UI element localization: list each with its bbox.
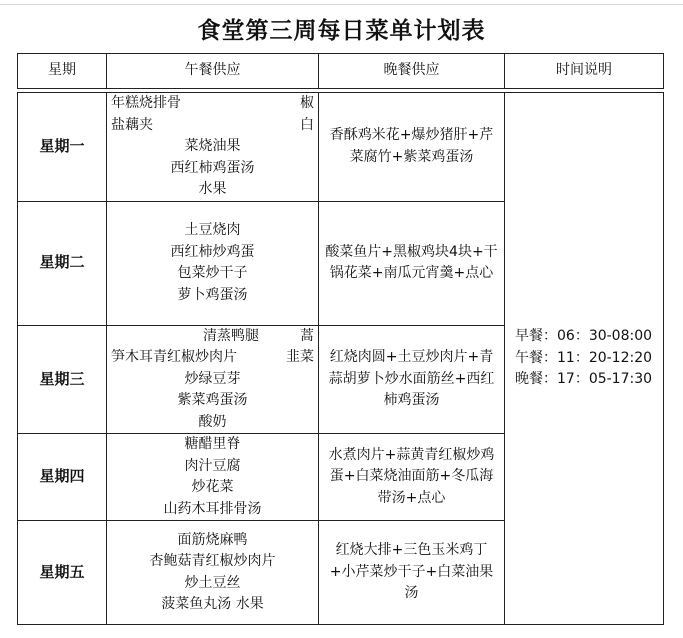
lunch-line — [111, 93, 314, 115]
dinner-cell — [319, 434, 505, 521]
dinner-cell — [319, 201, 505, 325]
lunch-item: 炒花菜 — [191, 479, 234, 495]
header-dinner: 晚餐供应 — [319, 54, 505, 89]
header-weekday: 星期 — [18, 54, 107, 89]
lunch-item: 包菜炒干子 — [177, 265, 248, 281]
lunch-item: 年糕烧排骨 — [111, 95, 181, 111]
dinner-text: 酸菜鱼片+黑椒鸡块4块+干锅花菜+南瓜元宵羹+点心 — [325, 243, 498, 281]
lunch-item: 炒绿豆芽 — [184, 370, 241, 387]
lunch-item: 紫菜鸡蛋汤 — [177, 392, 248, 408]
page-title: 食堂第三周每日菜单计划表 — [197, 18, 486, 44]
day-cell: 星期五 — [18, 521, 107, 625]
lunch-item: 炒土豆丝 — [184, 574, 241, 591]
dinner-cell — [319, 521, 505, 625]
lunch-cell — [107, 434, 319, 521]
lunch-item: 盐藕夹 — [111, 116, 153, 133]
lunch-item-fragment: 蒿 — [300, 327, 314, 344]
lunch-item: 肉汁豆腐 — [184, 457, 241, 474]
lunch-item: 清蒸鸭腿 — [203, 327, 259, 344]
top-border-line — [0, 0, 683, 5]
dinner-cell — [319, 93, 505, 202]
lunch-cell — [107, 325, 319, 434]
dinner-text: 红烧肉圆+土豆炒肉片+青蒜胡萝卜炒水面筋丝+西红柿鸡蛋汤 — [328, 349, 495, 408]
lunch-item: 杏鲍菇青红椒炒肉片 — [149, 553, 276, 569]
lunch-time: 午餐：11：20-12:20 — [515, 349, 653, 366]
day-cell: 星期三 — [18, 325, 107, 434]
lunch-item: 山药木耳排骨汤 — [163, 500, 262, 517]
header-lunch: 午餐供应 — [107, 54, 319, 89]
lunch-line — [111, 115, 314, 137]
dinner-text: 水煮肉片+蒜黄青红椒炒鸡蛋+白菜烧油面筋+冬瓜海带汤+点心 — [328, 446, 495, 506]
lunch-item: 西红柿炒鸡蛋 — [170, 243, 255, 260]
dinner-time: 晚餐：17：05-17:30 — [515, 371, 653, 388]
lunch-item: 糖醋里脊 — [184, 436, 241, 452]
lunch-line — [111, 347, 314, 369]
day-cell: 星期二 — [18, 201, 107, 325]
lunch-item: 土豆烧肉 — [184, 222, 241, 238]
lunch-item: 面筋烧麻鸭 — [177, 531, 248, 548]
lunch-cell — [107, 521, 319, 625]
time-notes-cell — [505, 93, 664, 625]
header-row — [18, 54, 664, 89]
lunch-item-fragment: 韭菜 — [286, 349, 314, 365]
lunch-item: 菜烧油果 — [184, 138, 241, 154]
dinner-text: 香酥鸡米花+爆炒猪肝+芹菜腐竹+紫菜鸡蛋汤 — [329, 127, 494, 165]
lunch-cell — [107, 201, 319, 325]
day-cell: 星期一 — [18, 93, 107, 202]
lunch-item: 笋木耳青红椒炒肉片 — [111, 349, 237, 365]
lunch-item-fragment: 椒 — [300, 95, 314, 111]
header-time: 时间说明 — [505, 54, 664, 89]
lunch-item: 酸奶 — [198, 413, 227, 430]
table-row-monday — [18, 93, 664, 202]
menu-table — [17, 53, 664, 625]
lunch-item: 西红柿鸡蛋汤 — [170, 159, 255, 176]
day-cell: 星期四 — [18, 434, 107, 521]
breakfast-time: 早餐：06：30-08:00 — [515, 328, 653, 345]
lunch-item: 菠菜鱼丸汤 水果 — [161, 596, 264, 612]
lunch-cell — [107, 93, 319, 202]
dinner-cell — [319, 325, 505, 434]
lunch-line — [111, 326, 314, 348]
dinner-text: 红烧大排+三色玉米鸡丁+小芹菜炒干子+白菜油果汤 — [329, 542, 494, 602]
lunch-item-fragment: 白 — [300, 116, 314, 133]
lunch-item: 萝卜鸡蛋汤 — [177, 286, 248, 303]
lunch-item: 水果 — [198, 181, 227, 197]
